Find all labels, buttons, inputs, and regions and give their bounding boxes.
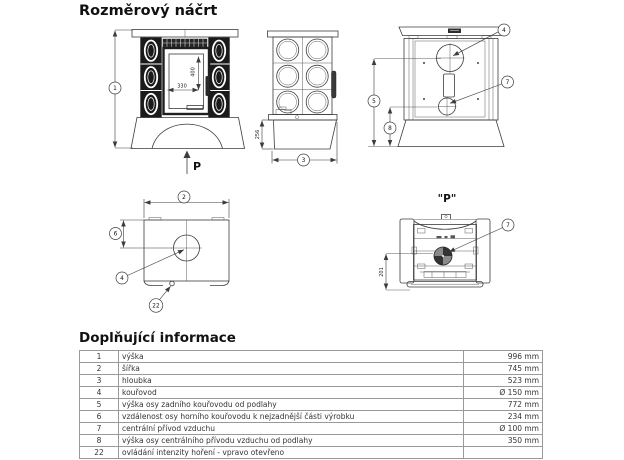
- info-table: [79, 350, 543, 459]
- section-title: Doplňující informace: [79, 330, 236, 346]
- callout-7-label: 7: [505, 80, 510, 87]
- control-knob: [170, 281, 175, 286]
- row-number: 2: [80, 363, 119, 375]
- table-row: [80, 387, 543, 399]
- rear-flue-outlet: [436, 43, 465, 74]
- door-handle: [206, 76, 210, 96]
- pedestal-height-dim-label: 256: [254, 129, 261, 140]
- additional-info-section: [79, 330, 547, 459]
- table-row: [80, 447, 543, 459]
- row-description: ovládání intenzity hoření - vpravo otevřeno: [119, 447, 464, 459]
- rear-air-inlet: [438, 97, 457, 117]
- bottom-base-plate: [407, 282, 483, 288]
- bottom-top-edge: [414, 215, 476, 230]
- row-value: 745 mm: [464, 363, 543, 375]
- p-arrow-label: P: [193, 160, 202, 173]
- row-value: 350 mm: [464, 435, 543, 447]
- bottom-view: [379, 193, 514, 290]
- row-description: kouřovod: [119, 387, 464, 399]
- control-callout: [149, 286, 170, 312]
- row-value: 996 mm: [464, 351, 543, 363]
- table-row: [80, 375, 543, 387]
- height-dimension: [109, 30, 133, 148]
- table-row: [80, 411, 543, 423]
- rear-body: [404, 39, 498, 121]
- row-value: [464, 447, 543, 459]
- row-description: hloubka: [119, 375, 464, 387]
- row-value: 523 mm: [464, 375, 543, 387]
- base-corner-right: [210, 281, 229, 286]
- callout-4-label: 4: [502, 28, 506, 35]
- glass-width-dim-label: 330: [177, 83, 187, 90]
- row-description: centrální přívod vzduchu: [119, 423, 464, 435]
- bottom-bar: [424, 272, 466, 278]
- side-tile-panel: [273, 37, 332, 115]
- top-grille: [163, 39, 207, 47]
- rear-slot: [444, 74, 455, 97]
- inlet-offset-dim-label: 201: [378, 267, 385, 277]
- callout-6-label: 6: [113, 231, 118, 238]
- direction-arrow-p: [184, 151, 202, 175]
- row-description: výška osy zadního kouřovodu od podlahy: [119, 399, 464, 411]
- bottom-air-inlet: [434, 247, 452, 265]
- air-height-dimension: [384, 107, 437, 146]
- row-number: 6: [80, 411, 119, 423]
- row-number: 1: [80, 351, 119, 363]
- stove-top-plate: [132, 30, 238, 38]
- callout-5-label: 5: [372, 99, 376, 106]
- front-view: [109, 30, 245, 175]
- rear-top-plate: [399, 27, 507, 39]
- row-number: 7: [80, 423, 119, 435]
- row-description: výška osy centrálního přívodu vzduchu od podlahy: [119, 435, 464, 447]
- side-pedestal: [274, 120, 337, 149]
- row-number: 4: [80, 387, 119, 399]
- base-corner-left: [144, 281, 163, 286]
- row-number: 8: [80, 435, 119, 447]
- callout-1-label: 1: [113, 86, 117, 93]
- page-title: Rozměrový náčrt: [79, 3, 218, 19]
- row-value: 234 mm: [464, 411, 543, 423]
- tile-column-left: [141, 38, 162, 118]
- row-value: Ø 100 mm: [464, 423, 543, 435]
- callout-8-label: 8: [388, 126, 392, 133]
- row-description: výška: [119, 351, 464, 363]
- top-flue-callout: [116, 250, 184, 284]
- pedestal-height-dimension: [255, 120, 274, 149]
- stove-base: [131, 118, 245, 149]
- row-number: 5: [80, 399, 119, 411]
- p-view-label: "P": [437, 193, 457, 205]
- table-row: [80, 423, 543, 435]
- callout-2-label: 2: [182, 195, 186, 202]
- glass-height-dim-label: 400: [190, 67, 197, 77]
- callout-22-label: 22: [152, 303, 160, 310]
- air-inlet-callout: [450, 76, 514, 103]
- table-row: [80, 435, 543, 447]
- flue-callout: [453, 24, 510, 56]
- side-view: [255, 31, 338, 166]
- arrow-up-icon: [184, 151, 191, 159]
- row-description: šířka: [119, 363, 464, 375]
- depth-dimension: [272, 122, 337, 166]
- row-number: 22: [80, 447, 119, 459]
- row-value: 772 mm: [464, 399, 543, 411]
- table-row: [80, 399, 543, 411]
- table-row: [80, 363, 543, 375]
- callout-4b-label: 4: [120, 276, 124, 283]
- inlet-offset-dimension: [379, 254, 433, 291]
- top-view: [110, 191, 230, 312]
- bottom-air-callout: [449, 219, 514, 252]
- rear-base: [398, 120, 504, 147]
- row-number: 3: [80, 375, 119, 387]
- firebox-door: [164, 48, 210, 114]
- side-door-handle: [332, 71, 337, 98]
- flue-offset-dimension: [110, 220, 173, 248]
- rear-view: [368, 24, 514, 147]
- width-dimension: [144, 191, 229, 218]
- callout-7b-label: 7: [506, 223, 510, 230]
- callout-3-label: 3: [301, 158, 306, 165]
- row-description: vzdálenost osy horního kouřovodu k nejzadnější části výrobku: [119, 411, 464, 423]
- side-top-plate: [268, 31, 339, 37]
- flue-height-dimension: [368, 59, 441, 147]
- row-value: Ø 150 mm: [464, 387, 543, 399]
- table-row: [80, 351, 543, 363]
- tile-column-right: [209, 38, 230, 118]
